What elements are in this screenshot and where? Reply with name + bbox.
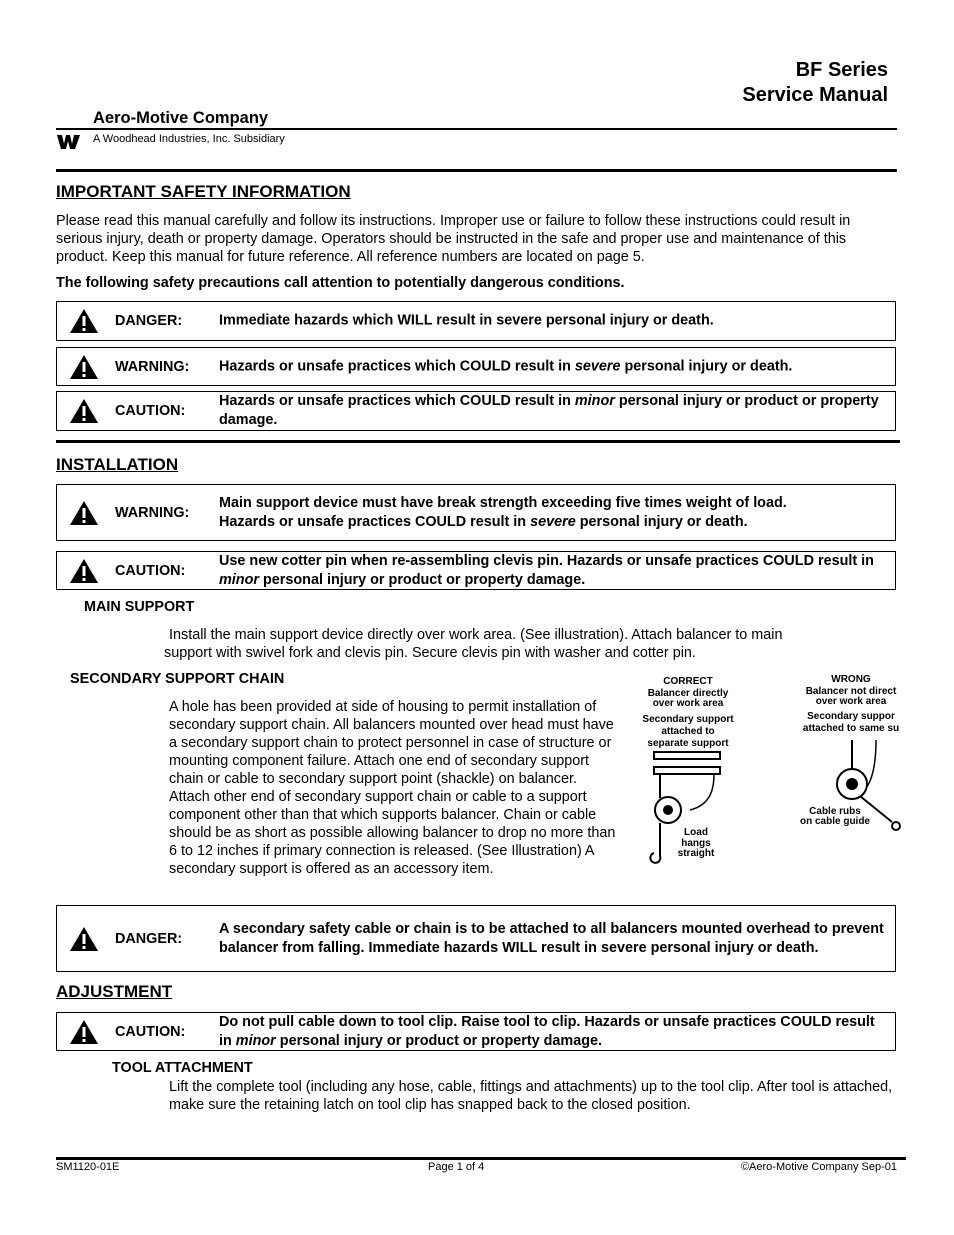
caution-label: CAUTION: [115,1023,186,1040]
warning-label: WARNING: [115,358,190,375]
warning-box [56,347,896,386]
installation-warning-text: Main support device must have break strength exceeding five times weight of load. Hazards or unsafe practices COULD result in severe personal injury or death. [219,494,787,530]
subsidiary-text: A Woodhead Industries, Inc. Subsidiary [93,133,285,145]
warning-triangle-icon [69,558,99,584]
fig-wrong-label: WRONG [831,674,871,685]
installation-caution-text: Use new cotter pin when re-assembling clevis pin. Hazards or unsafe practices COULD result in minor personal injury or product or property damage. [219,552,874,588]
svg-text:separate support: separate support [647,738,729,749]
footer-copyright: ©Aero-Motive Company Sep-01 [740,1161,897,1173]
danger-label: DANGER: [115,313,183,329]
warning-text: Hazards or unsafe practices which COULD result in severe personal injury or death. [219,358,793,374]
caution-label: CAUTION: [115,562,186,579]
warning-label: WARNING: [115,504,190,521]
svg-text:over work area: over work area [815,696,887,707]
svg-text:Cable rubs: Cable rubs [809,806,861,817]
section-heading-installation: INSTALLATION [56,455,179,474]
subheading-secondary-support: SECONDARY SUPPORT CHAIN [70,671,285,687]
warning-triangle-icon [69,398,99,424]
svg-text:hangs: hangs [681,838,711,849]
svg-text:Balancer directly: Balancer directly [647,688,729,699]
danger-text: Immediate hazards which WILL result in severe personal injury or death. [219,312,714,329]
safety-precautions-note: The following safety precautions call attention to potentially dangerous conditions. [56,275,625,291]
svg-text:straight: straight [677,848,715,859]
adjustment-caution-box [56,1012,896,1051]
tool-attachment-text: Lift the complete tool (including any hose, cable, fittings and attachments) up to the tool clip. After tool is attached, make sure the retaining latch on tool clip has snapped back to the closed position. [169,1079,893,1113]
document-title-series: BF Series [795,59,888,81]
footer-doc-number: SM1120-01E [56,1161,120,1173]
caution-box [56,391,896,431]
wrong-installation-figure [800,674,900,830]
subheading-main-support: MAIN SUPPORT [84,599,195,615]
svg-text:on cable guide: on cable guide [799,816,871,827]
safety-intro: Please read this manual carefully and follow its instructions. Improper use or failure to follow these instructions could result in serious injury, death or property damage. Operators should be instructed in the safe and proper use and maintenance of this product. Keep this manual for future reference. All reference numbers are located on page 5. [56,213,851,265]
section-heading-safety: IMPORTANT SAFETY INFORMATION [56,182,351,201]
svg-text:Secondary suppor: Secondary suppor [807,711,895,722]
header-rule-bottom [56,169,897,172]
caution-text: Hazards or unsafe practices which COULD result in minor personal injury or product or property damage. [219,393,879,428]
warning-triangle-icon [69,354,99,380]
woodhead-logo-icon [57,134,81,150]
warning-triangle-icon [69,1019,99,1045]
warning-triangle-icon [69,500,99,526]
svg-text:Balancer not direct: Balancer not direct [805,686,897,697]
section-heading-adjustment: ADJUSTMENT [56,982,173,1001]
footer-rule [56,1157,906,1160]
company-name: Aero-Motive Company [93,109,269,127]
correct-installation-figure [642,676,734,863]
header-rule [56,128,897,130]
danger-box [56,301,896,341]
fig-correct-label: CORRECT [663,676,713,687]
svg-text:Secondary support: Secondary support [642,714,734,725]
warning-triangle-icon [69,926,99,952]
installation-caution-box [56,551,896,590]
svg-text:over work area: over work area [652,698,724,709]
secondary-support-text: A hole has been provided at side of housing to permit installation of secondary support chain. All balancers mounted over head must have a secondary support chain to protect personnel in case of structure or mounting component failure. Attach one end of secondary support chain or cable to secondary support point (shackle) on balancer. Attach other end of secondary support chain or cable to a support component other than that which supports balancer. Chain or cable should be as short as possible allowing balancer to drop no more than 6 to 12 inches if primary connection is released. (See Illustration) A secondary support is offered as an accessory item. [169,699,616,877]
main-support-line1: Install the main support device directly over work area. (See illustration). Attach balancer to main [169,627,783,643]
subheading-tool-attachment: TOOL ATTACHMENT [112,1060,253,1076]
adjustment-caution-text: Do not pull cable down to tool clip. Raise tool to clip. Hazards or unsafe practices COULD result in minor personal injury or product or property damage. [219,1013,875,1049]
balancer-installation-illustration [630,670,904,875]
document-title-manual: Service Manual [742,84,888,106]
svg-text:attached to: attached to [661,726,715,737]
section-rule [56,440,900,443]
warning-triangle-icon [69,308,99,334]
installation-warning-box [56,484,896,541]
caution-label: CAUTION: [115,403,186,419]
installation-danger-box [56,905,896,972]
installation-danger-text: A secondary safety cable or chain is to be attached to all balancers mounted overhead to prevent balancer from falling. Immediate hazards WILL result in severe personal injury or death. [219,920,884,956]
footer-page-number: Page 1 of 4 [428,1161,485,1173]
main-support-line2: support with swivel fork and clevis pin. Secure clevis pin with washer and cotter pin. [164,645,696,661]
svg-text:Load: Load [684,827,708,838]
svg-text:attached to same su: attached to same su [802,723,900,734]
danger-label: DANGER: [115,930,183,947]
